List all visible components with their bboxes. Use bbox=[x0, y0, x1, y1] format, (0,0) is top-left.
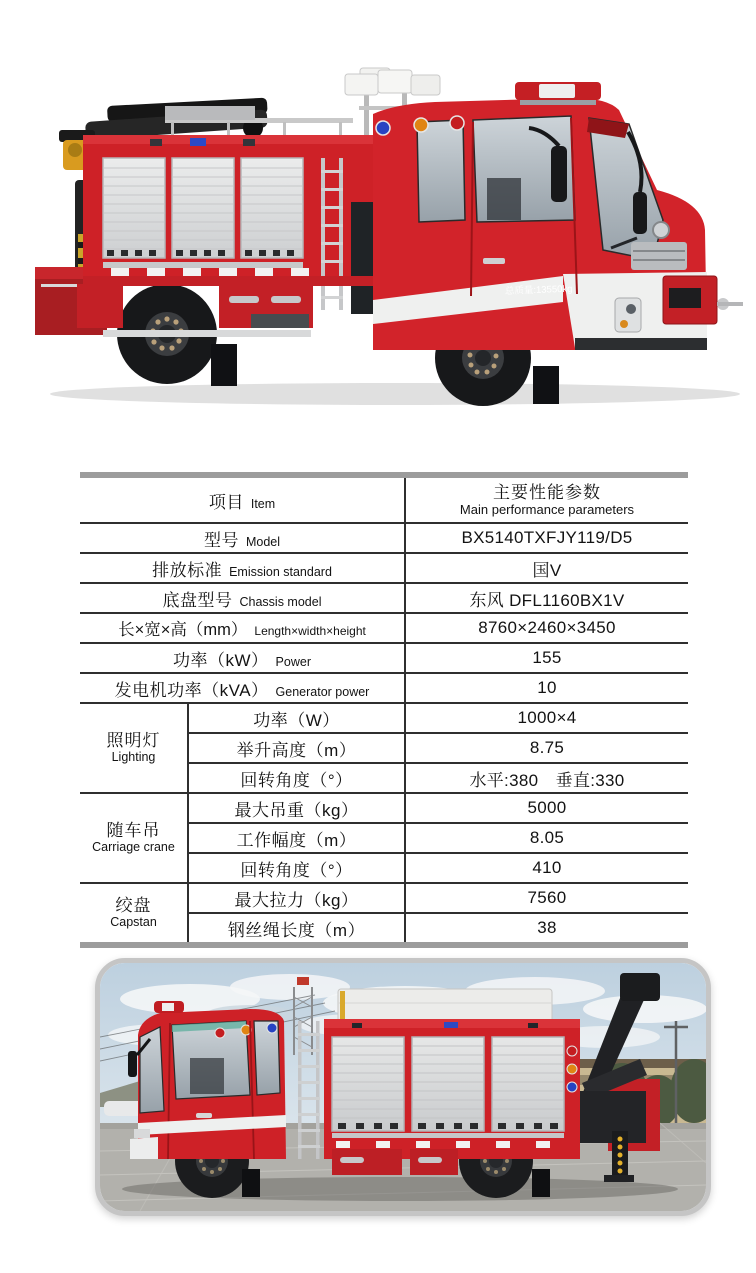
row-value: 8.75 bbox=[405, 733, 688, 763]
row-value: 1000×4 bbox=[405, 703, 688, 733]
lower-compartments bbox=[77, 268, 375, 337]
row-value: 东风 DFL1160BX1V bbox=[405, 583, 688, 613]
equipment-body bbox=[324, 1019, 580, 1175]
truck-ground-shadow bbox=[50, 383, 740, 405]
header-value-zh: 主要性能参数 bbox=[493, 482, 601, 502]
header-item-en: Item bbox=[250, 496, 276, 511]
blue-marker-light bbox=[190, 138, 206, 146]
rear-side-window bbox=[254, 1021, 280, 1095]
row-value: 10 bbox=[405, 673, 688, 703]
blue-beacon-dot bbox=[267, 1023, 277, 1033]
grille bbox=[631, 242, 687, 270]
top-truck-photo bbox=[15, 62, 750, 407]
row-label-en: Length×width×height bbox=[254, 624, 366, 638]
marker-lamp bbox=[150, 139, 162, 146]
windshield bbox=[140, 1027, 164, 1113]
row-label-en: Chassis model bbox=[239, 594, 322, 609]
spec-row-model bbox=[80, 523, 688, 553]
sub-label: 钢丝绳长度（m） bbox=[188, 913, 405, 942]
group-label-capstan: 绞盘 Capstan bbox=[80, 883, 188, 942]
row-label-en: Emission standard bbox=[229, 564, 332, 579]
sub-label: 功率（W） bbox=[188, 703, 405, 733]
spec-table bbox=[80, 478, 688, 942]
row-value: 38 bbox=[405, 913, 688, 942]
cab bbox=[128, 1001, 286, 1159]
spec-row-emission bbox=[80, 553, 688, 583]
bumper-lip bbox=[575, 338, 707, 350]
row-label-en: Power bbox=[275, 654, 311, 669]
rollup-shutter bbox=[241, 158, 303, 258]
spec-row-power bbox=[80, 643, 688, 673]
sub-label: 回转角度（°） bbox=[188, 763, 405, 793]
row-value: BX5140TXFJY119/D5 bbox=[405, 523, 688, 553]
sub-label: 举升高度（m） bbox=[188, 733, 405, 763]
red-beacon-dot bbox=[215, 1028, 225, 1038]
side-mirror bbox=[128, 1051, 137, 1077]
rollup-shutter bbox=[172, 158, 234, 258]
row-label-zh: 长×宽×高（mm） bbox=[118, 621, 248, 639]
fire-truck-right-view bbox=[15, 62, 750, 407]
sub-label: 最大吊重（kg） bbox=[188, 793, 405, 823]
group-crane-row-1 bbox=[80, 793, 688, 823]
door-handle bbox=[196, 1113, 212, 1118]
row-label-en: Generator power bbox=[275, 684, 370, 699]
header-value-cell bbox=[405, 478, 688, 523]
roof-container bbox=[338, 989, 552, 1023]
headlight bbox=[615, 298, 641, 332]
group-label-lighting: 照明灯 Lighting bbox=[80, 703, 188, 793]
header-value-en: Main performance parameters bbox=[459, 502, 635, 518]
mud-flap bbox=[242, 1169, 260, 1197]
front-bumper bbox=[130, 1137, 158, 1159]
row-label-zh: 排放标准 bbox=[152, 560, 223, 580]
header-item-zh: 项目 bbox=[208, 492, 244, 512]
rollup-shutter bbox=[492, 1037, 564, 1131]
row-label-zh: 底盘型号 bbox=[162, 590, 233, 610]
spec-row-chassis bbox=[80, 583, 688, 613]
rollup-shutter bbox=[332, 1037, 404, 1131]
spec-row-dimensions bbox=[80, 613, 688, 643]
table-bottom-bar bbox=[80, 942, 688, 948]
brand-emblem bbox=[653, 222, 669, 238]
pump-equipment bbox=[351, 202, 375, 314]
row-value: 水平:380 垂直:330 bbox=[405, 763, 688, 793]
front-mirror bbox=[633, 192, 647, 234]
row-value: 155 bbox=[405, 643, 688, 673]
red-beacon-dot bbox=[450, 116, 464, 130]
marker-lamp bbox=[243, 139, 255, 146]
spec-table-section bbox=[80, 472, 688, 948]
amber-beacon-dot bbox=[414, 118, 428, 132]
group-capstan-row-1 bbox=[80, 883, 688, 913]
fire-truck-left-view-scene bbox=[100, 963, 706, 1211]
blue-beacon-dot bbox=[376, 121, 390, 135]
sub-label: 最大拉力（kg） bbox=[188, 883, 405, 913]
header-row bbox=[80, 478, 688, 523]
spec-row-generator bbox=[80, 673, 688, 703]
mud-flap bbox=[211, 344, 237, 386]
gross-weight-marking: 总质量:13550kg bbox=[504, 283, 573, 297]
mud-flap bbox=[533, 366, 559, 404]
side-mirror bbox=[551, 146, 567, 202]
rollup-shutter bbox=[412, 1037, 484, 1131]
group-lighting-row-1 bbox=[80, 703, 688, 733]
sub-label: 工作幅度（m） bbox=[188, 823, 405, 853]
bottom-truck-photo-card bbox=[95, 958, 711, 1216]
row-value: 8.05 bbox=[405, 823, 688, 853]
row-value: 410 bbox=[405, 853, 688, 883]
door-handle bbox=[483, 258, 505, 264]
row-value: 7560 bbox=[405, 883, 688, 913]
headlight bbox=[134, 1129, 150, 1138]
rear-side-window bbox=[417, 120, 465, 222]
sub-label: 回转角度（°） bbox=[188, 853, 405, 883]
group-label-crane: 随车吊 Carriage crane bbox=[80, 793, 188, 883]
row-value: 8760×2460×3450 bbox=[405, 613, 688, 643]
mud-flap bbox=[532, 1169, 550, 1197]
rollup-shutter bbox=[103, 158, 165, 258]
row-value: 5000 bbox=[405, 793, 688, 823]
header-item-cell bbox=[80, 478, 405, 523]
blue-marker-light bbox=[444, 1022, 458, 1028]
row-label-en: Model bbox=[245, 534, 281, 549]
row-label-zh: 型号 bbox=[203, 530, 239, 550]
row-label-zh: 发电机功率（kVA） bbox=[114, 680, 269, 700]
row-value: 国V bbox=[405, 553, 688, 583]
row-label-zh: 功率（kW） bbox=[173, 650, 269, 670]
cab bbox=[373, 82, 743, 350]
